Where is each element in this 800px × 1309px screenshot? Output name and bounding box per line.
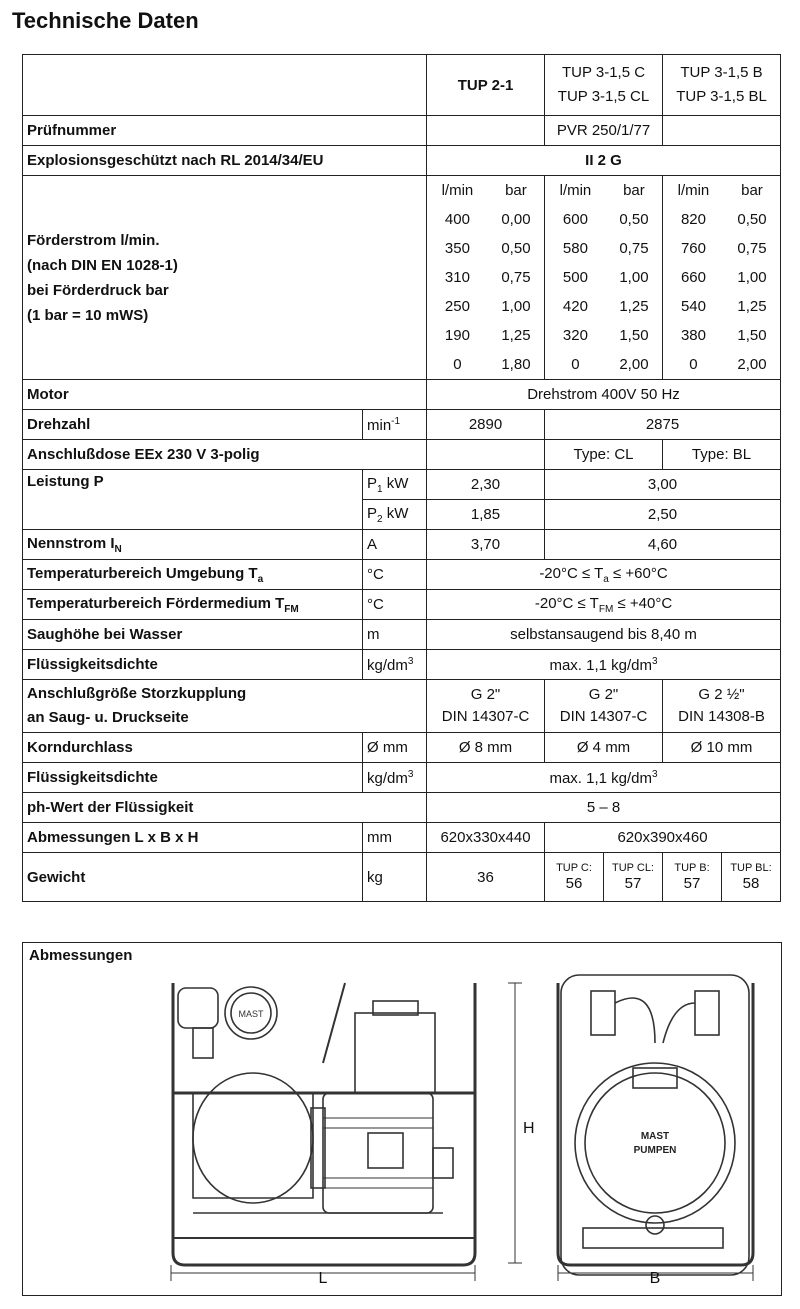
- flow-row: [427, 350, 544, 379]
- row-ph: ph-Wert der Flüssigkeit 5 – 8: [23, 793, 781, 823]
- flow-row: [427, 263, 544, 292]
- foerderstrom-label-line: Förderstrom l/min.: [27, 231, 160, 249]
- flow-value-lmin: 310: [444, 269, 470, 286]
- flow-value-bar: 1,25: [737, 298, 767, 315]
- foerderstrom-label-line: (nach DIN EN 1028-1): [27, 256, 178, 274]
- flow-row: [427, 205, 544, 234]
- mast-logo-text: MAST: [238, 1009, 264, 1019]
- foerderstrom-label-line: (1 bar = 10 mWS): [27, 306, 149, 324]
- flow-value-bar: 0,50: [501, 240, 531, 257]
- weight-tup-c: TUP C: 56: [545, 853, 604, 902]
- flow-value-lmin: 660: [680, 269, 706, 286]
- flow-value-bar: 1,50: [619, 327, 649, 344]
- flow-value-lmin: 580: [562, 240, 588, 257]
- flow-row: [663, 205, 780, 234]
- flow-row: [663, 234, 780, 263]
- row-explosion: Explosionsgeschützt nach RL 2014/34/EU II 2 G: [23, 146, 781, 176]
- flow-value-bar: 1,25: [501, 327, 531, 344]
- page-title: Technische Daten: [12, 8, 199, 33]
- flow-value-bar: 1,00: [501, 298, 531, 315]
- row-abmessungen: Abmessungen L x B x H mm 620x330x440 620x390x460: [23, 823, 781, 853]
- row-pruefnummer: Prüfnummer PVR 250/1/77: [23, 116, 781, 146]
- flow-value-lmin: 420: [562, 298, 588, 315]
- flow-value-bar: 1,80: [501, 356, 531, 373]
- row-saughoehe: Saughöhe bei Wasser m selbstansaugend bis 8,40 m: [23, 620, 781, 650]
- flow-row: [545, 350, 662, 379]
- front-logo-line2: PUMPEN: [633, 1145, 677, 1156]
- weight-tup-b: TUP B: 57: [663, 853, 722, 902]
- foerderstrom-label-line: bei Förderdruck bar: [27, 281, 169, 299]
- flow-value-lmin: 0: [571, 356, 580, 373]
- flow-header-lmin: l/min: [559, 182, 592, 199]
- weight-tup-cl: TUP CL: 57: [604, 853, 663, 902]
- flow-row: [427, 321, 544, 350]
- flow-value-lmin: 0: [453, 356, 462, 373]
- flow-value-bar: 1,25: [619, 298, 649, 315]
- row-temp-medium: Temperaturbereich Fördermedium $T_{FM}$ °C $-20^\circ C \le T_{FM} \le +40^\circ C$: [23, 590, 781, 620]
- flow-value-bar: 0,50: [737, 211, 767, 228]
- row-nennstrom: Nennstrom $I_N$ A 3,70 4,60: [23, 530, 781, 560]
- flow-row: [545, 263, 662, 292]
- flow-row: [545, 234, 662, 263]
- dimensions-section: [22, 942, 782, 1296]
- flow-value-bar: 0,75: [501, 269, 531, 286]
- row-dichte-2: Flüssigkeitsdichte $kg/dm^3$ max. 1,1 $kg/dm^3$: [23, 763, 781, 793]
- flow-table-tup3b: [663, 176, 780, 379]
- flow-value-bar: 0,75: [737, 240, 767, 257]
- foerderstrom-label: [23, 176, 427, 380]
- flow-header-bar: bar: [623, 182, 645, 199]
- flow-header-bar: bar: [741, 182, 763, 199]
- flow-row: [663, 263, 780, 292]
- flow-header-lmin: l/min: [677, 182, 710, 199]
- dimensions-label: Abmessungen: [29, 947, 133, 964]
- side-view-drawing: [171, 983, 522, 1281]
- flow-value-lmin: 250: [444, 298, 470, 315]
- row-leistung-p1: Leistung P $P_1$ kW 2,30 3,00: [23, 470, 781, 500]
- flow-row: [545, 321, 662, 350]
- flow-value-bar: 0,50: [619, 211, 649, 228]
- dim-l-label: L: [318, 1270, 328, 1287]
- row-drehzahl: Drehzahl $\min^{-1}$ 2890 2875: [23, 410, 781, 440]
- flow-value-lmin: 380: [680, 327, 706, 344]
- row-dichte-1: Flüssigkeitsdichte $kg/dm^3$ max. 1,1 $kg/dm^3$: [23, 650, 781, 680]
- flow-value-bar: 0,75: [619, 240, 649, 257]
- row-temp-umgebung: Temperaturbereich Umgebung $T_a$ °C $-20^\circ C \le T_a \le +60^\circ C$: [23, 560, 781, 590]
- header-tup2: TUP 2-1: [427, 55, 545, 116]
- row-storz: Anschlußgröße Storzkupplung an Saug- u. Druckseite G 2" DIN 14307-C G 2" DIN 14307-C G 2 ½" DIN 14308-B: [23, 680, 781, 733]
- flow-value-bar: 1,50: [737, 327, 767, 344]
- flow-row: [663, 321, 780, 350]
- flow-value-lmin: 760: [680, 240, 706, 257]
- front-logo-line1: MAST: [640, 1131, 670, 1142]
- flow-value-lmin: 820: [680, 211, 706, 228]
- flow-value-bar: 0,00: [501, 211, 531, 228]
- flow-row: [545, 292, 662, 321]
- header-tup3b: TUP 3-1,5 B TUP 3-1,5 BL: [663, 55, 781, 116]
- header-tup3c: TUP 3-1,5 C TUP 3-1,5 CL: [545, 55, 663, 116]
- flow-value-bar: 2,00: [619, 356, 649, 373]
- flow-value-lmin: 190: [444, 327, 470, 344]
- flow-value-bar: 1,00: [619, 269, 649, 286]
- row-gewicht: Gewicht kg 36 TUP C: 56 TUP CL: 57 TUP B: 57 TUP BL: 58: [23, 853, 781, 902]
- dim-b-label: B: [649, 1270, 661, 1287]
- row-foerderstrom: [23, 176, 781, 380]
- flow-value-lmin: 600: [562, 211, 588, 228]
- flow-row: [545, 205, 662, 234]
- dim-h-label: H: [523, 1120, 535, 1137]
- flow-value-lmin: 500: [562, 269, 588, 286]
- flow-value-lmin: 0: [689, 356, 698, 373]
- flow-value-lmin: 540: [680, 298, 706, 315]
- flow-value-lmin: 350: [444, 240, 470, 257]
- flow-table-tup2: [427, 176, 544, 379]
- flow-row: [427, 292, 544, 321]
- row-anschlussdose: Anschlußdose EEx 230 V 3-polig Type: CL Type: BL: [23, 440, 781, 470]
- spec-table: [22, 54, 781, 902]
- flow-header-lmin: l/min: [441, 182, 474, 199]
- flow-row: [663, 292, 780, 321]
- flow-table-tup3c: [545, 176, 662, 379]
- flow-value-bar: 2,00: [737, 356, 767, 373]
- row-korn: Korndurchlass Ø mm Ø 8 mm Ø 4 mm Ø 10 mm: [23, 733, 781, 763]
- weight-tup-bl: TUP BL: 58: [722, 853, 781, 902]
- flow-row: [427, 234, 544, 263]
- row-motor: Motor Drehstrom 400V 50 Hz: [23, 380, 781, 410]
- flow-header-bar: bar: [505, 182, 527, 199]
- flow-value-bar: 1,00: [737, 269, 767, 286]
- flow-row: [663, 350, 780, 379]
- flow-value-lmin: 400: [444, 211, 470, 228]
- header-row: [23, 55, 781, 116]
- row-leistung-p2: $P_2$ kW 1,85 2,50: [23, 500, 781, 530]
- pump-drawing: [23, 943, 781, 1295]
- flow-value-lmin: 320: [562, 327, 588, 344]
- front-view-drawing: [558, 975, 753, 1281]
